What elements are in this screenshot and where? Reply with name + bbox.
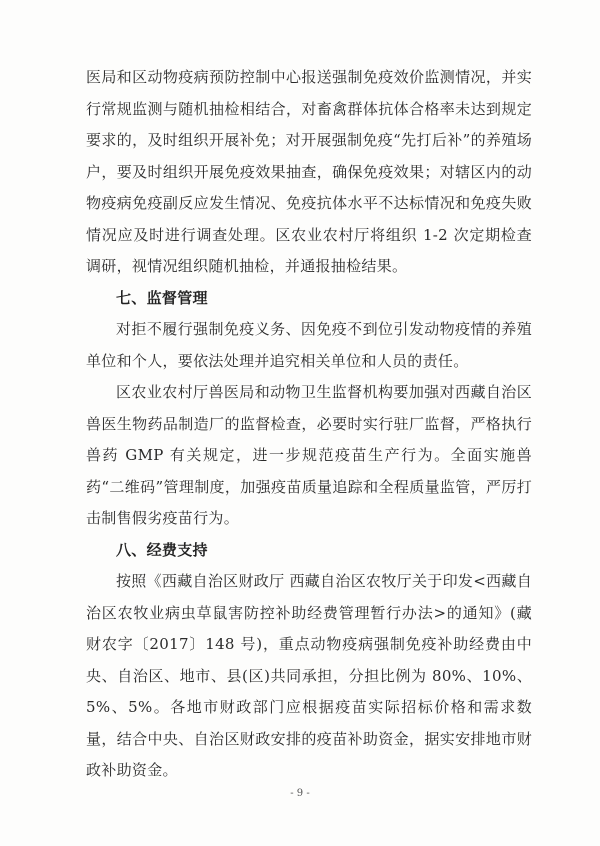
section-heading-funding: 八、经费支持 — [116, 540, 208, 559]
paragraph-supervision-vaccine-production: 区农业农村厅兽医局和动物卫生监督机构要加强对西藏自治区兽医生物药品制造厂的监督检查，必要时实行驻厂监督，严格执行兽药 GMP 有关规定，进一步规范疫苗生产行为。全面实施兽药“二维码”管理制度，加强疫苗质量追踪和全程质量监管，严厉打击制售假劣疫苗行为。 — [86, 383, 532, 527]
section-heading-supervision: 七、监督管理 — [116, 288, 208, 307]
document-body — [86, 62, 532, 787]
page-number: - 9 - — [290, 788, 310, 799]
paragraph-supervision-liability: 对拒不履行强制免疫义务、因免疫不到位引发动物疫情的养殖单位和个人，要依法处理并追究相关单位和人员的责任。 — [86, 320, 532, 370]
paragraph-funding: 按照《西藏自治区财政厅 西藏自治区农牧厅关于印发<西藏自治区农牧业病虫草鼠害防控补助经费管理暂行办法>的通知》(藏财农字〔2017〕148 号)，重点动物疫病强制免疫补助经费由中央、自治区、地市、县(区)共同承担，分担比例为 80%、10%、5%、5%。各地市财政部门应根据疫苗实际招标价格和需求数量，结合中央、自治区财政安排的疫苗补助资金，据实安排地市财政补助资金。 — [86, 572, 532, 779]
paragraph-continuation: 医局和区动物疫病预防控制中心报送强制免疫效价监测情况，并实行常规监测与随机抽检相结合，对畜禽群体抗体合格率未达到规定要求的，及时组织开展补免；对开展强制免疫“先打后补”的养殖场户，要及时组织开展免疫效果抽查，确保免疫效果；对辖区内的动物疫病免疫副反应发生情况、免疫抗体水平不达标情况和免疫失败情况应及时进行调查处理。区农业农村厅将组织 1-2 次定期检查调研，视情况组织随机抽检，并通报抽检结果。 — [86, 68, 532, 275]
